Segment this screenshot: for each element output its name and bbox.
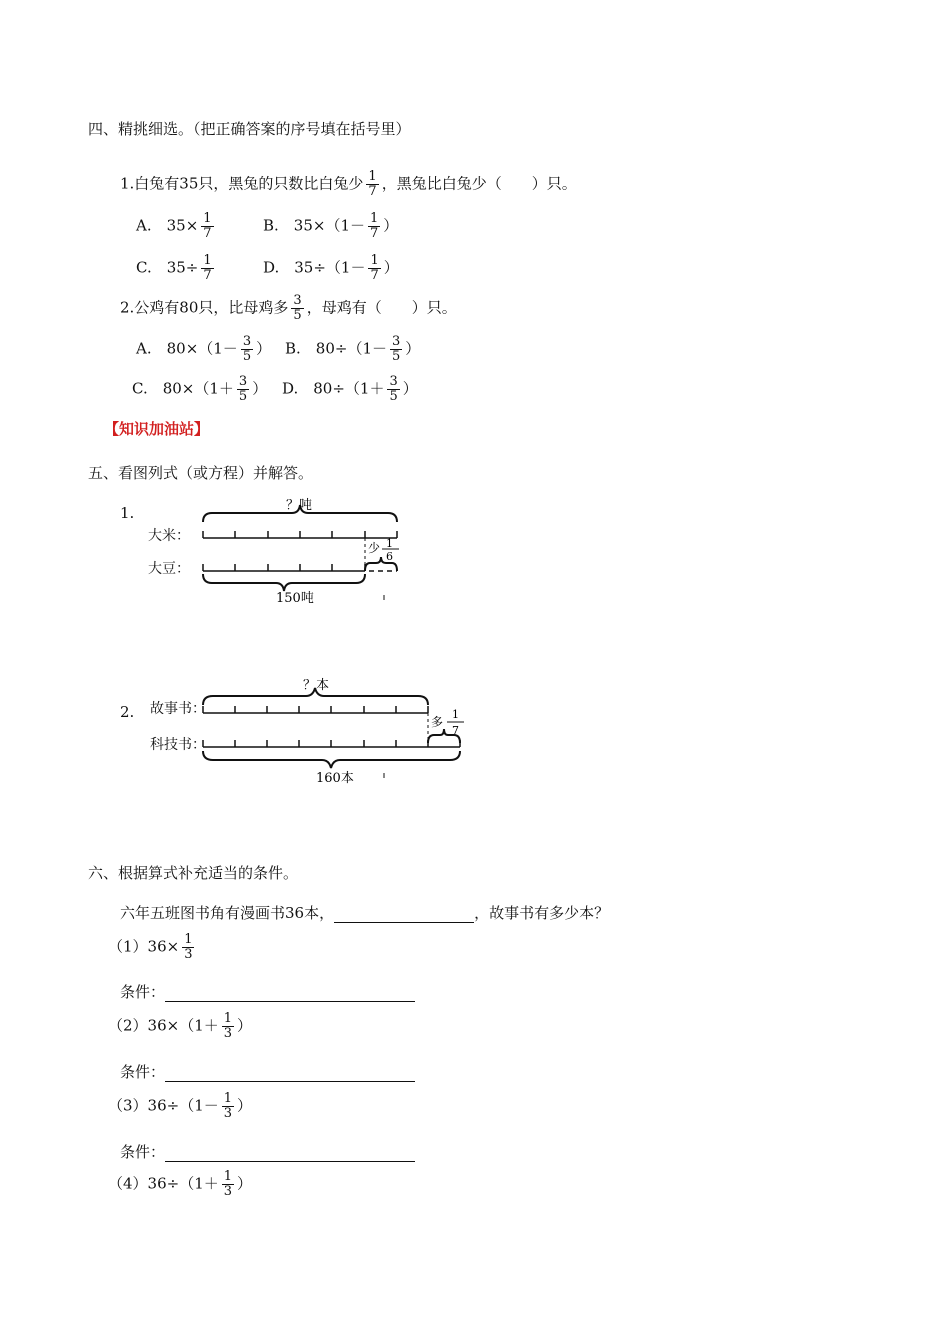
tip-label: 【知识加油站】 xyxy=(104,420,210,438)
q2-fraction: $\frac{3}{5}$ xyxy=(293,293,302,323)
q2-stem-text: 2.公鸡有80只，比母鸡多 xyxy=(120,298,289,317)
diagram2-top-label: ？本 xyxy=(303,678,330,693)
condition-2: 条件： xyxy=(120,1061,415,1082)
condition-1-blank[interactable] xyxy=(165,987,415,1002)
formula-1: （1）36× $\frac{1}{3}$ xyxy=(108,932,193,962)
intro-answer-blank[interactable] xyxy=(334,908,474,923)
diagram2-side-den: 7 xyxy=(452,724,459,737)
condition-1: 条件： xyxy=(120,981,415,1002)
q2-option-d: D. 80÷（1＋ $\frac{3}{5}$ ） xyxy=(282,374,418,404)
diagram2-story-ticks xyxy=(203,706,428,713)
condition-2-blank[interactable] xyxy=(165,1067,415,1082)
q1-option-c: C. 35÷ $\frac{1}{7}$ xyxy=(136,253,212,283)
diagram2-side-num: 1 xyxy=(452,708,459,721)
diagram1-side-num: 1 xyxy=(386,537,393,550)
diagram1-side-label: 少 xyxy=(368,541,381,555)
diagram1-bottom-label: 150吨 xyxy=(276,591,314,606)
diagram1-side-den: 6 xyxy=(386,550,393,563)
diagram2-label-story: 故事书： xyxy=(150,701,206,717)
diagram2-number: 2. xyxy=(120,703,135,721)
formula-3: （3）36÷（1－ $\frac{1}{3}$ ） xyxy=(108,1091,253,1121)
condition-3-blank[interactable] xyxy=(165,1147,415,1162)
q2-option-c: C. 80×（1＋ $\frac{3}{5}$ ） xyxy=(132,374,268,404)
q2-option-b: B. 80÷（1－ $\frac{3}{5}$ ） xyxy=(285,334,421,364)
section4-title: 四、精挑细选。（把正确答案的序号填在括号里） xyxy=(88,120,411,138)
diagram1-label-beans: 大豆： xyxy=(148,561,190,577)
diagram2-label-science: 科技书： xyxy=(150,737,206,753)
diagram2-bottom-label: 160本 xyxy=(316,771,354,786)
q1-option-b: B. 35×（1－ $\frac{1}{7}$ ） xyxy=(263,211,399,241)
q2-stem-tail: ，母鸡有（ ）只。 xyxy=(306,298,457,317)
section5-title: 五、看图列式（或方程）并解答。 xyxy=(88,464,314,482)
q2-option-a: A. 80×（1－ $\frac{3}{5}$ ） xyxy=(136,334,272,364)
formula-2: （2）36×（1＋ $\frac{1}{3}$ ） xyxy=(108,1011,253,1041)
q1-option-a: A. 35× $\frac{1}{7}$ xyxy=(136,211,212,241)
diagram1-top-label: ？吨 xyxy=(286,498,313,513)
diagram1-label-rice: 大米： xyxy=(148,528,190,544)
diagram2-bottom-brace xyxy=(203,751,460,768)
formula-4: （4）36÷（1＋ $\frac{1}{3}$ ） xyxy=(108,1169,253,1199)
q1-stem-text: 1.白兔有35只，黑兔的只数比白兔少 xyxy=(120,174,364,193)
diagram1-number: 1. xyxy=(120,504,135,522)
q1-stem-tail: ，黑兔比白兔少（ ）只。 xyxy=(381,174,577,193)
section6-title: 六、根据算式补充适当的条件。 xyxy=(88,864,299,882)
condition-3: 条件： xyxy=(120,1141,415,1162)
diagram2-science-ticks xyxy=(203,740,460,747)
section6-intro: 六年五班图书角有漫画书36本， ，故事书有多少本？ xyxy=(120,904,610,922)
q1-option-d: D. 35÷（1－ $\frac{1}{7}$ ） xyxy=(263,253,399,283)
q1-fraction: $\frac{1}{7}$ xyxy=(368,169,377,199)
diagram2-side-label: 多 xyxy=(431,715,444,729)
